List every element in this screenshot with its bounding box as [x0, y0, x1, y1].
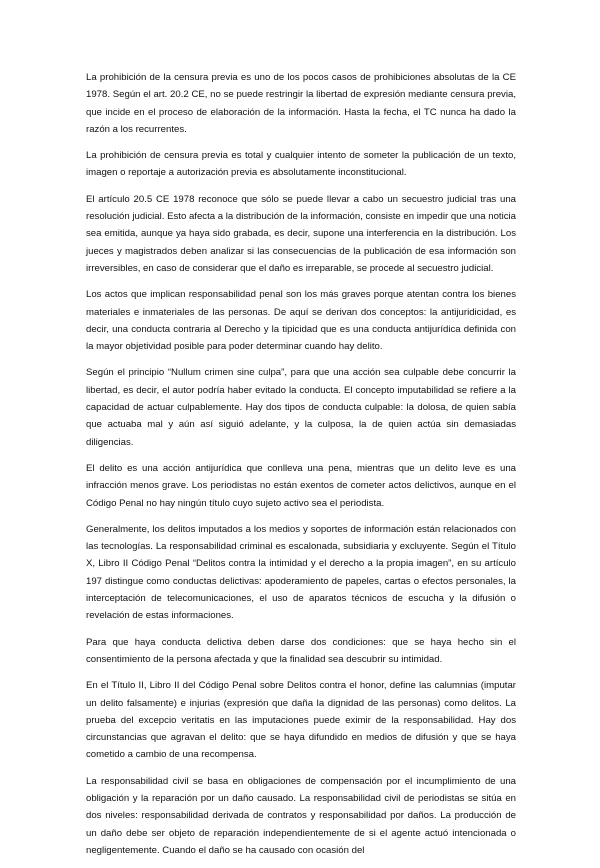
paragraph-conducta-delictiva: Para que haya conducta delictiva deben darse dos condiciones: que se haya hecho sin el consentimiento de la persona afectada y que la finalidad sea descubrir su intimidad. — [86, 636, 516, 665]
paragraph-secuestro-judicial: El artículo 20.5 CE 1978 reconoce que sólo se puede llevar a cabo un secuestro judicial tras una resolución judicial. Esto afecta a la distribución de la información, consiste en impedir que una noticia sea emitida, aunque ya haya sido grabada, es decir, supone una interferencia en la distribución. Los jueces y magistrados deben analizar si las consecuencias de la publicación de esa información son irreversibles, en caso de considerar que el daño es irreparable, se procede al secuestro judicial. — [86, 193, 516, 274]
paragraph-delitos-honor: En el Título II, Libro II del Código Penal sobre Delitos contra el honor, define las calumnias (imputar un delito falsamente) e injurias (expresión que daña la dignidad de las personas) como delitos. La prueba del excepcio veritatis en las imputaciones puede eximir de la responsabilidad. Hay dos circunstancias que agravan el delito: que se haya difundido en medios de difusión y que se haya cometido a cambio de una recompensa. — [86, 680, 516, 761]
paragraph-nullum-crimen: Según el principio “Nullum crimen sine culpa”, para que una acción sea culpable debe concurrir la libertad, es decir, el autor podría haber evitado la conducta. El concepto imputabilidad se refiere a la capacidad de actuar culpablemente. Hay dos tipos de conducta culpable: la dolosa, de quien sabía que actuaba mal y aún así siguió adelante, y la culposa, la de quien actúa sin demasiadas diligencias. — [86, 367, 516, 448]
paragraph-delitos-imputados: Generalmente, los delitos imputados a los medios y soportes de información están relacionados con las tecnologías. La responsabilidad criminal es escalonada, subsidiaria y excluyente. Según el Título X, Libro II Código Penal “Delitos contra la intimidad y el derecho a la propia imagen”, en su artículo 197 distingue como conductas delictivas: apoderamiento de papeles, cartas o efectos personales, la interceptación de telecomunicaciones, el uso de aparatos técnicos de escucha y la difusión o revelación de estas informaciones. — [86, 523, 516, 622]
paragraph-responsabilidad-civil: La responsabilidad civil se basa en obligaciones de compensación por el incumplimiento de una obligación y la reparación por un daño causado. La responsabilidad civil de periodistas se sitúa en dos niveles: responsabilidad derivada de contratos y responsabilidad por daños. La producción de un daño debe ser objeto de reparación independientemente de si el agente actuó intencionada o negligentemente. Cuando el daño se ha causado con ocasión del — [86, 775, 516, 856]
paragraph-responsabilidad-penal: Los actos que implican responsabilidad penal son los más graves porque atentan contra los bienes materiales e inmateriales de las personas. De aquí se derivan dos conceptos: la antijuridicidad, es decir, una conducta contraria al Derecho y la tipicidad que es una conducta antijurídica definida con la mayor objetividad posible para poder determinar cuando hay delito. — [86, 289, 516, 353]
paragraph-delito: El delito es una acción antijurídica que conlleva una pena, mientras que un delito leve es una infracción menos grave. Los periodistas no están exentos de cometer actos delictivos, aunque en el Código Penal no hay ningún título cuyo sujeto activo sea el periodista. — [86, 462, 516, 509]
document-body — [86, 69, 516, 868]
paragraph-censura-previa: La prohibición de la censura previa es uno de los pocos casos de prohibiciones absolutas de la CE 1978. Según el art. 20.2 CE, no se puede restringir la libertad de expresión mediante censura previa, que incide en el proceso de elaboración de la información. Hasta la fecha, el TC nunca ha dado la razón a los recurrentes. — [86, 72, 516, 135]
paragraph-prohibicion-total: La prohibición de censura previa es total y cualquier intento de someter la publicación de un texto, imagen o reportaje a autorización previa es absolutamente inconstitucional. — [86, 150, 516, 179]
